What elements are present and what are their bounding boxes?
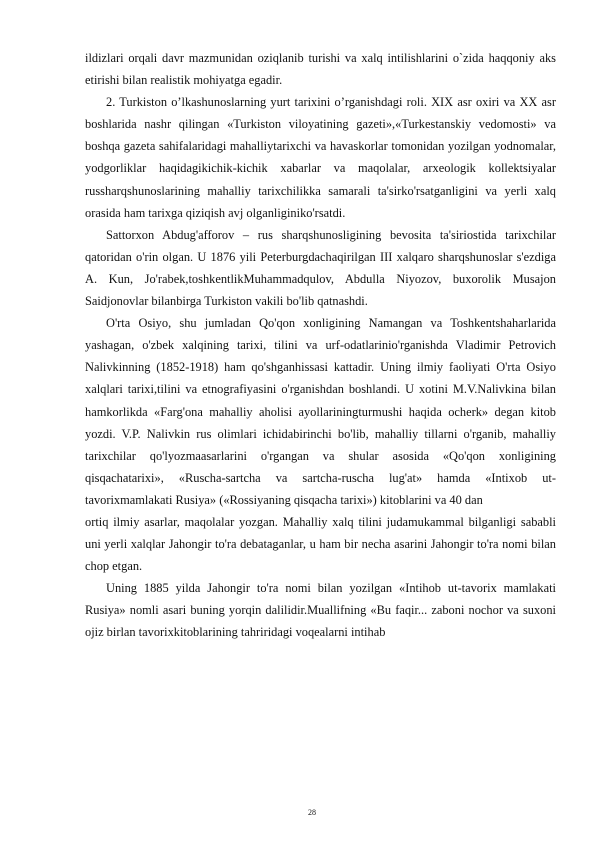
paragraph-continuation: ildizlari orqali davr mazmunidan oziqlanib turishi va xalq intilishlarini o`zida haqqoniy aks etirishi bilan realistik mohiyatga egadir. [85,51,556,88]
paragraph-abdugafforov: Sattorxon Abdug'afforov – rus sharqshunosligining bevosita ta'siriostida tarixchilar qatoridan o'rin olgan. U 1876 yili Peterburgdachaqirilgan III xalqaro sharqshunoslar s'ezdiga A. Kun, Jo'rabek,toshkentlikMuhammadqulov, Abdulla Niyozov, buxorolik Musajon Saidjonovlar bilanbirga Turkiston vakili bo'lib qatnashdi. [85,227,556,309]
paragraph-nalivkin-continued: ortiq ilmiy asarlar, maqolalar yozgan. Mahalliy xalq tilini judamukammal bilganligi sababli uni yerli xalqlar Jahongir to'ra debataganlar, u ham bir necha asarini Jahongir to'ra nomi bilan chop etgan. [85,514,556,574]
paragraph-nalivkin: O'rta Osiyo, shu jumladan Qo'qon xonligining Namangan va Toshkentshaharlarida yashagan, o'zbek xalqining tarixi, tilini va urf-odatlarinio'rganishda Vladimir Petrovich Nalivkinning (1852-1918) ham qo'shganhissasi kattadir. Uning ilmiy faoliyati O'rta Osiyo xalqlari tarixi,tilini va etnografiyasini o'rganishdan boshlandi. U xotini M.V.Nalivkina bilan hamkorlikda «Farg'ona mahalliy aholisi ayollariningturmushi haqida ocherk» degan kitob yozdi. V.P. Nalivkin rus olimlari ichidabirinchi bo'lib, mahalliy tillarni o'rganib, mahalliy tarixchilar qo'lyozmaasarlarini o'rgangan va shular asosida «Qo'qon xonligining qisqachatarixi», «Ruscha-sartcha va sartcha-ruscha lug'at» hamda «Intixob ut-tavorixmamlakati Rusiya» («Rossiyaning qisqacha tarixi») kitoblarini va 40 dan [85,316,556,507]
document-page [85,47,556,644]
paragraph-intihob: Uning 1885 yilda Jahongir to'ra nomi bilan yozilgan «Intihob ut-tavorix mamlakati Rusiya» nomli asari buning yorqin dalilidir.Muallifning «Bu faqir... zaboni nochor va suxoni ojiz birlan tavorixkitoblarining tahriridagi voqealarni intihab [85,581,556,640]
page-number: 28 [308,808,316,817]
paragraph-section-heading: 2. Turkiston o’lkashunoslarning yurt tarixini o’rganishdagi roli. XIX asr oxiri va XX asr boshlarida nashr qilingan «Turkiston viloyatining gazeti»,«Turkestanskiy vedomosti» va boshqa gazeta sahifalaridagi mahalliytarixchi va havaskorlar tomonidan yozilgan yodnomalar, yodgorliklar haqidagikichik-kichik xabarlar va maqolalar, arxeologik kollektsiyalar russharqshunoslarining mahalliy tarixchilikka samarali ta'sirko'rsatganligini va yerli xalq orasida ham tarixga qiziqish avj olganliginiko'rsatdi. [85,95,556,220]
